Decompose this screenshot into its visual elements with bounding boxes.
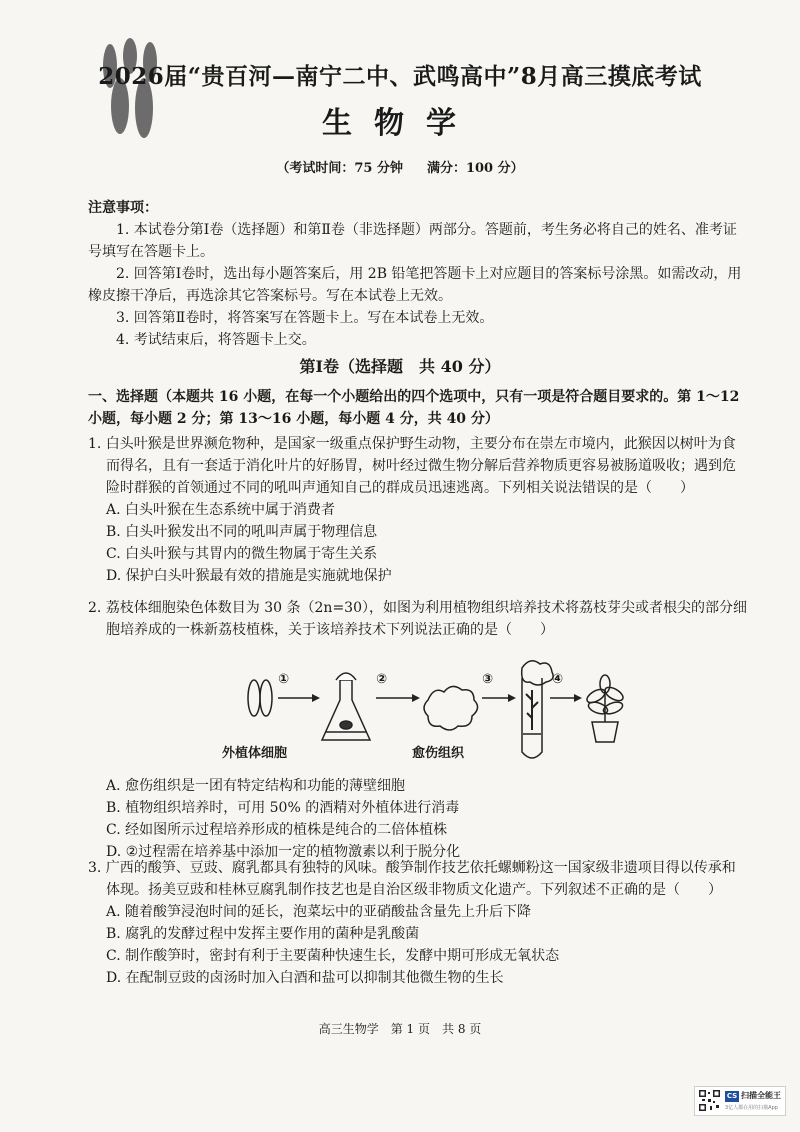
step-3-label: ③	[482, 672, 494, 687]
notice-item: 1. 本试卷分第Ⅰ卷（选择题）和第Ⅱ卷（非选择题）两部分。答题前，考生务必将自己的姓名、准考证号填写在答题卡上。	[88, 222, 737, 260]
option-d: D. 在配制豆豉的卤汤时加入白酒和盐可以抑制其他微生物的生长	[106, 970, 504, 986]
notice-item: 4. 考试结束后，将答题卡上交。	[116, 332, 316, 348]
option-a: A. 白头叶猴在生态系统中属于消费者	[106, 502, 336, 518]
step-1-label: ①	[278, 672, 290, 687]
scanner-brand: 扫描全能王	[741, 1091, 781, 1100]
explant-label: 外植体细胞	[222, 746, 288, 761]
qr-code-icon	[698, 1089, 721, 1112]
question-stem: 2. 荔枝体细胞染色体数目为 30 条（2n=30），如图为利用植物组织培养技术将荔枝芽尖或者根尖的部分细胞培养成的一株新荔枝植株，关于该培养技术下列说法正确的是（ ）	[88, 600, 747, 638]
page-footer: 高三生物学 第 1 页 共 8 页	[318, 1022, 482, 1036]
flask-icon	[322, 673, 370, 740]
subject-title: 生物学	[322, 106, 478, 141]
option-d: D. 保护白头叶猴最有效的措施是实施就地保护	[106, 568, 392, 584]
option-b: B. 腐乳的发酵过程中发挥主要作用的菌种是乳酸菌	[106, 926, 420, 942]
step-4-label: ④	[552, 672, 564, 687]
notice-list	[88, 219, 748, 351]
callus-label: 愈伤组织	[412, 746, 465, 761]
question-2	[88, 597, 748, 641]
notice-item: 2. 回答第Ⅰ卷时，选出每小题答案后，用 2B 铅笔把答题卡上对应题目的答案标号涂黑。如需改动，用橡皮擦干净后，再选涂其它答案标号。写在本试卷上无效。	[88, 266, 742, 304]
option-c: C. 制作酸笋时，密封有利于主要菌种快速生长，发酵中期可形成无氧状态	[106, 948, 560, 964]
question-stem: 1. 白头叶猴是世界濒危物种，是国家一级重点保护野生动物，主要分布在崇左市境内，此猴因以树叶为食而得名，且有一套适于消化叶片的好肠胃，树叶经过微生物分解后营养物质更容易被肠道吸收；遇到危险时群猴的首领通过不同的吼叫声通知自己的群成员迅速逃离。下列相关说法错误的是（ ）	[88, 436, 736, 496]
scanner-watermark	[694, 1086, 786, 1116]
question-1	[88, 433, 748, 587]
step-2-label: ②	[376, 672, 388, 687]
potted-plant-icon	[585, 675, 625, 742]
scanner-badge: CS	[726, 1092, 738, 1100]
test-tube-icon	[522, 661, 553, 758]
explant-cells-icon	[248, 680, 272, 716]
option-b: B. 植物组织培养时，可用 50% 的酒精对外植体进行消毒	[106, 800, 460, 816]
option-c: C. 白头叶猴与其胃内的微生物属于寄生关系	[106, 546, 378, 562]
notice-item: 3. 回答第Ⅱ卷时，将答案写在答题卡上。写在本试卷上无效。	[116, 310, 494, 326]
option-d: D. ②过程需在培养基中添加一定的植物激素以利于脱分化	[106, 844, 461, 860]
question-3	[88, 857, 748, 989]
tissue-culture-diagram	[200, 650, 630, 770]
exam-title: 2026届“贵百河—南宁二中、武鸣高中”8月高三摸底考试	[98, 63, 702, 90]
part-title: 第Ⅰ卷（选择题 共 40 分）	[299, 357, 501, 376]
section-instructions: 一、选择题（本题共 16 小题，在每一个小题给出的四个选项中，只有一项是符合题目要求的。第 1～12 小题，每小题 2 分；第 13～16 小题，每小题 4 分，共 40 分）	[88, 389, 740, 427]
callus-icon	[424, 686, 478, 730]
option-b: B. 白头叶猴发出不同的吼叫声属于物理信息	[106, 524, 378, 540]
scanner-tagline: 3亿人都在用的扫描App	[725, 1105, 778, 1111]
option-c: C. 经如图所示过程培养形成的植株是纯合的二倍体植株	[106, 822, 448, 838]
option-a: A. 愈伤组织是一团有特定结构和功能的薄壁细胞	[106, 778, 406, 794]
question-stem: 3. 广西的酸笋、豆豉、腐乳都具有独特的风味。酸笋制作技艺依托螺蛳粉这一国家级非遗项目得以传承和体现。扬美豆豉和桂林豆腐乳制作技艺也是自治区级非物质文化遗产。下列叙述不正确的是（ ）	[88, 860, 736, 898]
question-2-options	[88, 775, 748, 863]
exam-info	[0, 157, 800, 176]
exam-score: 满分：100 分）	[426, 161, 524, 176]
notice-title: 注意事项：	[88, 200, 158, 216]
option-a: A. 随着酸笋浸泡时间的延长，泡菜坛中的亚硝酸盐含量先上升后下降	[106, 904, 532, 920]
exam-time: （考试时间：75 分钟	[276, 161, 403, 176]
